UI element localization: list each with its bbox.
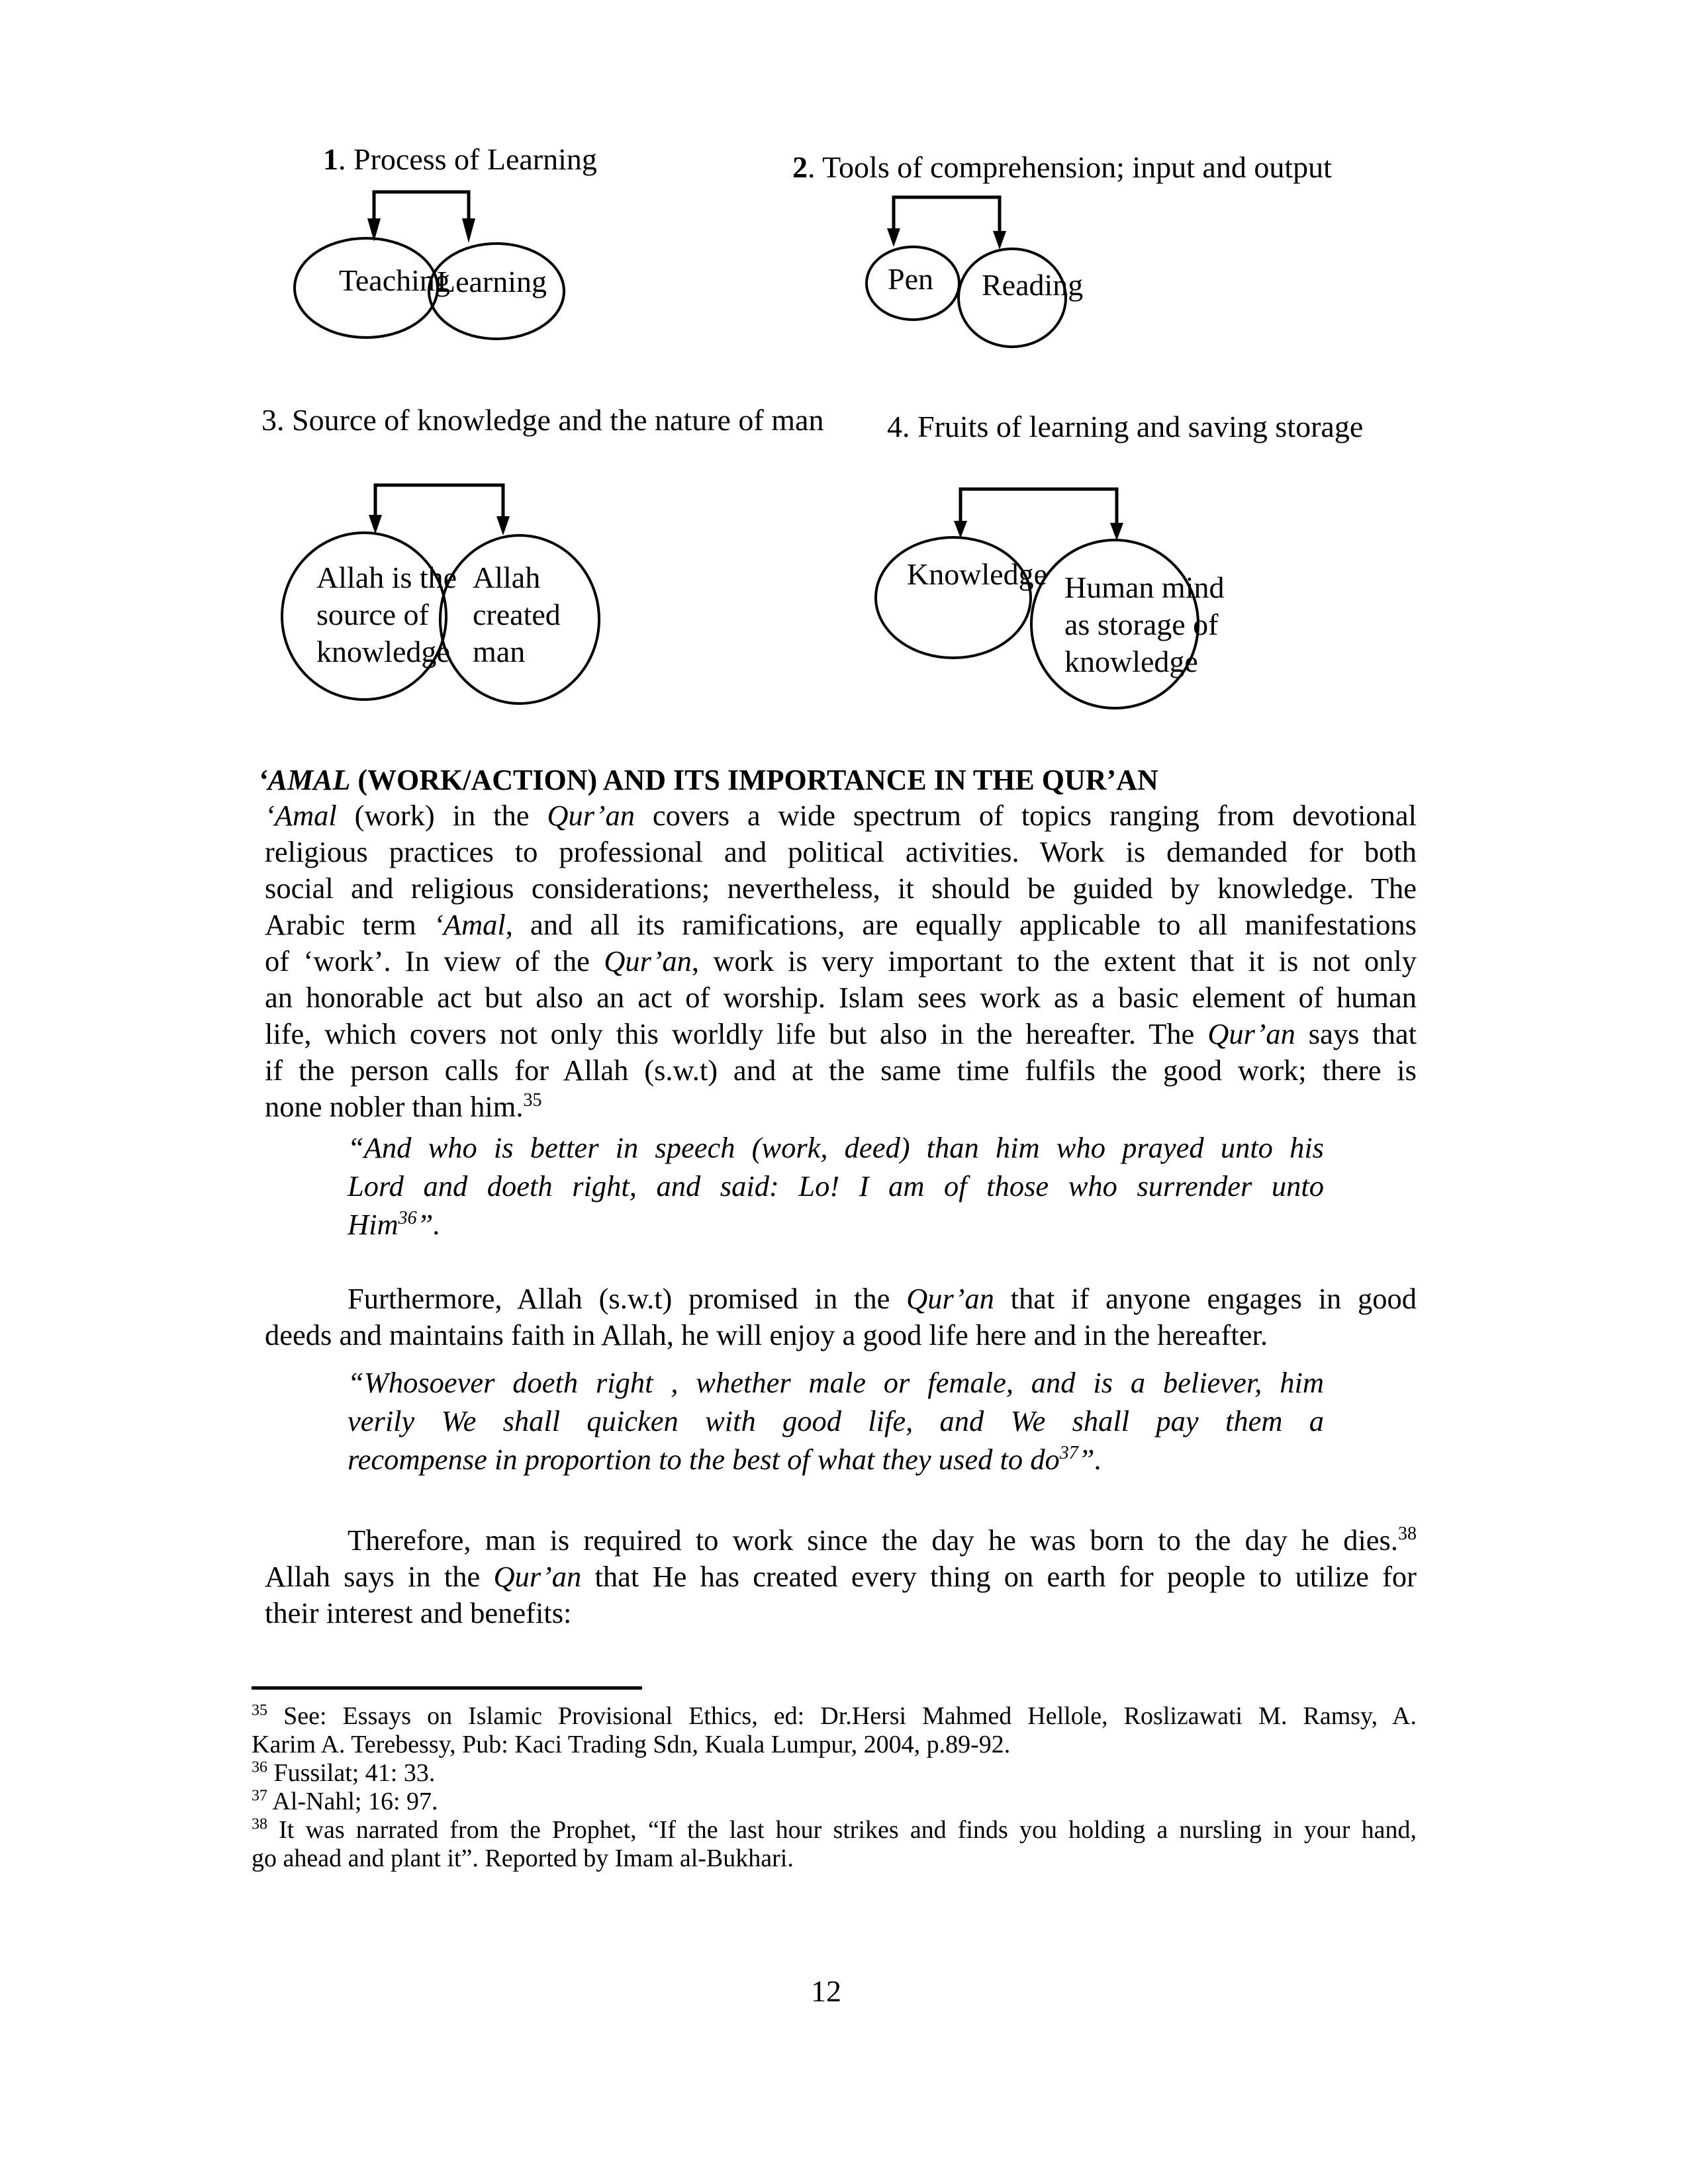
footnote-37 [252, 1788, 1417, 1816]
paragraph-3 [265, 1522, 1417, 1631]
text-run: Him [348, 1208, 399, 1241]
node-label-line: created [473, 598, 561, 631]
text-run: says that [1295, 1017, 1417, 1050]
footnote-35-cont [252, 1731, 1417, 1759]
text-run: life, which covers not only this worldly life but also in the hereafter. The [265, 1017, 1208, 1050]
italic-term: Qur’an [1207, 1017, 1295, 1050]
text-run: covers a wide spectrum of topics ranging from devotional [635, 799, 1417, 832]
footnote-38-cont [252, 1844, 1417, 1873]
node-label-line: knowledge [316, 635, 450, 668]
quote-line [348, 1205, 1324, 1244]
footnote-ref-36[interactable]: 36 [398, 1208, 417, 1229]
node-label-human-mind [1064, 569, 1224, 680]
paragraph-line [265, 943, 1417, 979]
arrow-down-icon [954, 521, 967, 538]
text-run: ”. [1078, 1443, 1102, 1476]
node-label-line: Knowledge [907, 557, 1048, 591]
node-label-source [316, 559, 457, 670]
paragraph-line [265, 797, 1417, 834]
quote-2 [348, 1363, 1324, 1479]
arrow-down-icon [993, 231, 1006, 250]
footnote-number: 35 [252, 1702, 267, 1719]
node-label-line: Allah is the [316, 561, 457, 594]
section-heading [258, 763, 1158, 797]
footnote-text: go ahead and plant it”. Reported by Imam al-Bukhari. [252, 1844, 794, 1872]
paragraph-line [265, 834, 1417, 870]
node-label-line: Teaching [339, 263, 450, 297]
diagram-title-text: . Tools of comprehension; input and output [808, 150, 1332, 184]
footnote-text: It was narrated from the Prophet, “If the last hour strikes and finds you holding a nursling in your hand, [279, 1816, 1417, 1844]
footnote-35 [252, 1702, 1417, 1731]
paragraph-line [265, 1281, 1417, 1317]
concept-diagrams-graphics [0, 0, 1688, 728]
italic-term: ‘Amal [265, 799, 337, 832]
footnotes [252, 1702, 1417, 1873]
footnote-ref-38[interactable]: 38 [1398, 1524, 1417, 1545]
paragraph-line [265, 1317, 1417, 1353]
quote-line: “And who is better in speech (work, deed) than him who prayed unto his [348, 1131, 1324, 1164]
diagram-number: 2 [792, 150, 808, 184]
diagram-3-title [261, 405, 823, 435]
footnote-number: 36 [252, 1758, 267, 1776]
text-run: deeds and maintains faith in Allah, he will enjoy a good life here and in the hereafter. [265, 1318, 1268, 1351]
diagram-number: 4 [887, 410, 902, 443]
text-run: (work) in the [336, 799, 547, 832]
italic-term: ‘Amal [433, 908, 506, 941]
node-label-line: source of [316, 598, 429, 631]
footnote-text: Fussilat; 41: 33. [273, 1759, 436, 1787]
node-label-line: man [473, 635, 526, 668]
text-run: social and religious considerations; nevertheless, it should be guided by knowledge. The [265, 872, 1417, 905]
text-run: an honorable act but also an act of worship. Islam sees work as a basic element of human [265, 981, 1417, 1014]
diagram-1-connector [367, 192, 475, 243]
text-run: ”. [416, 1208, 441, 1241]
node-label-line: Learning [437, 265, 547, 298]
diagram-title-text: . Source of knowledge and the nature of man [277, 403, 824, 437]
diagram-1-title [323, 144, 597, 175]
text-run: Therefore, man is required to work since the day he was born to the day he dies. [348, 1524, 1398, 1557]
node-label-line: knowledge [1064, 645, 1198, 678]
node-label-line: Pen [888, 262, 933, 296]
arrow-down-icon [369, 515, 382, 534]
paragraph-line [265, 1052, 1417, 1089]
node-label-knowledge [907, 556, 1047, 593]
footnote-ref-35[interactable]: 35 [523, 1090, 542, 1111]
node-label-created [473, 559, 561, 670]
text-run: recompense in proportion to the best of what they used to do [348, 1443, 1060, 1476]
quote-line: verily We shall quicken with good life, and We shall pay them a [348, 1404, 1324, 1437]
node-label-line: Allah [473, 561, 541, 594]
footnote-number: 37 [252, 1787, 267, 1805]
diagram-4-title [887, 412, 1363, 442]
diagram-4-connector [954, 489, 1123, 541]
text-run: , work is very important to the extent that it is not only [691, 944, 1417, 978]
text-run: Furthermore, Allah (s.w.t) promised in the [348, 1282, 907, 1315]
footnote-38 [252, 1816, 1417, 1844]
paragraph-line [265, 907, 1417, 943]
heading-text: (WORK/ACTION) AND ITS IMPORTANCE IN THE QUR’AN [350, 764, 1158, 796]
page-number: 12 [811, 1974, 841, 2008]
diagram-2-title [792, 152, 1332, 183]
paragraph-line [265, 1089, 1417, 1125]
footnote-ref-37[interactable]: 37 [1059, 1443, 1078, 1464]
paragraph-line [265, 1595, 1417, 1631]
italic-term: Qur’an [604, 944, 692, 978]
paragraph-line [265, 979, 1417, 1016]
paragraph-line [265, 1559, 1417, 1595]
arrow-down-icon [1110, 523, 1123, 541]
text-run: their interest and benefits: [265, 1596, 572, 1629]
paragraph-2 [265, 1281, 1417, 1353]
node-label-line: Reading [982, 268, 1084, 302]
italic-term: Qur’an [906, 1282, 994, 1315]
footnote-text: Karim A. Terebessy, Pub: Kaci Trading Sdn, Kuala Lumpur, 2004, p.89-92. [252, 1731, 1011, 1758]
paragraph-line [265, 870, 1417, 907]
text-run: religious practices to professional and political activities. Work is demanded for both [265, 835, 1417, 868]
node-label-line: Human mind [1064, 570, 1225, 604]
diagram-3-connector [369, 485, 510, 535]
arrow-down-icon [887, 228, 900, 247]
quote-line: “Whosoever doeth right , whether male or female, and is a believer, him [348, 1366, 1324, 1399]
diagram-2-connector [887, 197, 1006, 250]
text-run: if the person calls for Allah (s.w.t) and at the same time fulfils the good work; there is [265, 1054, 1417, 1087]
italic-term: Qur’an [547, 799, 635, 832]
text-run: Allah says in the [265, 1560, 494, 1593]
paragraph-line [265, 1016, 1417, 1052]
diagram-number: 3 [261, 403, 277, 437]
node-label-line: as storage of [1064, 608, 1219, 641]
footnote-36 [252, 1759, 1417, 1788]
arrow-down-icon [462, 218, 475, 243]
paragraph-1 [265, 797, 1417, 1125]
diagram-title-text: . Process of Learning [338, 142, 597, 176]
text-run: that He has created every thing on earth for people to utilize for [581, 1560, 1417, 1593]
footnote-number: 38 [252, 1815, 267, 1833]
node-label-learning [437, 263, 547, 300]
heading-italic-term: ‘AMAL [258, 764, 351, 796]
diagram-title-text: . Fruits of learning and saving storage [902, 410, 1364, 443]
quote-line: Lord and doeth right, and said: Lo! I am of those who surrender unto [348, 1169, 1324, 1203]
diagram-number: 1 [323, 142, 338, 176]
node-label-pen [888, 261, 933, 298]
text-run: , and all its ramifications, are equally applicable to all manifestations [505, 908, 1417, 941]
footnote-text: Al-Nahl; 16: 97. [272, 1788, 438, 1815]
text-run: of ‘work’. In view of the [265, 944, 604, 978]
arrow-down-icon [496, 516, 510, 535]
text-run: Arabic term [265, 908, 434, 941]
node-label-teaching [339, 262, 450, 299]
quote-1 [348, 1128, 1324, 1244]
quote-line [348, 1440, 1324, 1479]
node-label-reading [982, 267, 1083, 304]
paragraph-line [265, 1522, 1417, 1559]
footnote-separator [252, 1686, 642, 1690]
text-run: none nobler than him. [265, 1090, 524, 1123]
text-run: that if anyone engages in good [994, 1282, 1417, 1315]
italic-term: Qur’an [493, 1560, 582, 1593]
footnote-text: See: Essays on Islamic Provisional Ethics, ed: Dr.Hersi Mahmed Hellole, Roslizawati M. Ramsy, A. [283, 1702, 1417, 1730]
